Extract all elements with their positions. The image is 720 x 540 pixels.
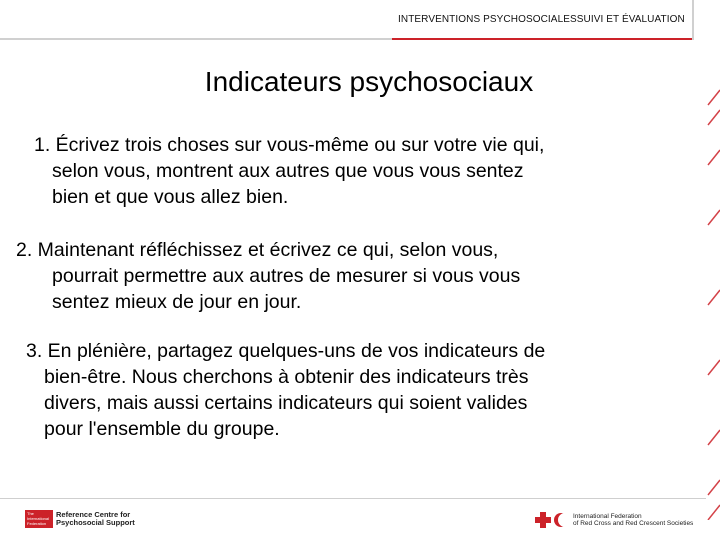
header-accent-line (392, 38, 692, 40)
header-vertical-divider (692, 0, 694, 40)
slide-title: Indicateurs psychosociaux (204, 66, 534, 97)
item-1-line-1: 1. Écrivez trois choses sur vous-même ou sur votre vie qui, (34, 134, 545, 156)
item-1-line-3: bien et que vous allez bien. (52, 186, 289, 208)
list-item-2 (16, 237, 520, 315)
ifrc-logo-text: International Federation of Red Cross and Red Crescent Societies (573, 512, 694, 527)
item-3-line-3: divers, mais aussi certains indicateurs qui soient valides (44, 392, 528, 414)
list-item-1 (34, 132, 544, 210)
reference-centre-logo-text: Reference Centre for Psychosocial Support (56, 510, 135, 527)
list-item-3 (26, 338, 545, 442)
header-section-label: INTERVENTIONS PSYCHOSOCIALESSUIVI ET ÉVALUATION (398, 14, 685, 25)
red-crescent-icon (554, 513, 568, 527)
item-3-line-1: 3. En plénière, partagez quelques-uns de vos indicateurs de (26, 340, 546, 362)
item-1-line-2: selon vous, montrent aux autres que vous vous sentez (52, 160, 524, 182)
right-decoration (698, 60, 720, 520)
item-2-line-1: 2. Maintenant réfléchissez et écrivez ce qui, selon vous, (16, 239, 499, 261)
footer-divider (0, 498, 706, 499)
item-2-line-2: pourrait permettre aux autres de mesurer si vous vous (52, 265, 521, 287)
item-3-line-2: bien-être. Nous cherchons à obtenir des indicateurs très (44, 366, 529, 388)
reference-centre-logo (25, 510, 135, 528)
red-cross-icon (535, 512, 551, 528)
item-2-line-3: sentez mieux de jour en jour. (52, 291, 302, 313)
item-3-line-4: pour l'ensemble du groupe. (44, 418, 280, 440)
logo-badge: The International Federation (25, 510, 53, 528)
ifrc-logo (535, 512, 693, 528)
